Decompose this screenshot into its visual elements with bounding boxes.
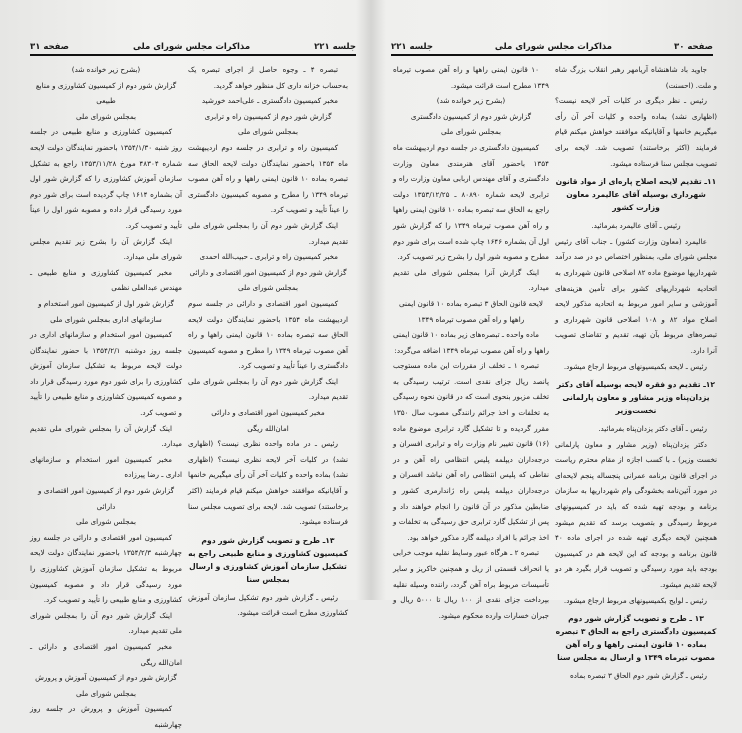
paragraph: اینک گزارش آن را بمجلس شورای ملی تقدیم میدارد. [30,423,182,449]
paragraph: بمجلس شورای ملی [441,127,501,137]
right-page-column-right [555,62,717,684]
right-page-column-left [393,62,549,623]
right-page-header [391,38,713,52]
paragraph: مخبر کمیسیون امور اقتصادی و دارائی [211,408,325,418]
paragraph: مخبر کمیسیون کشاورزی و منابع طبیعی ـ مهندس عبدالعلی نظمی [30,267,182,293]
paragraph: کمیسیون امور اقتصادی و دارائی در جلسه روز چهارشنبه ۱۳۵۴/۲/۳ باحضور نمایندگان دولت لایحه مربوط به تشکیل سازمان آموزش کشاورزی را مورد رسیدگی قرار داد و مصوبه کمیسیون کشاورزی و منابع طبیعی را تأیید و تصویب کرد. [30,532,182,605]
page-number: صفحه ۳۰ [674,42,713,52]
left-page-column-right [188,62,348,621]
paragraph: ۱۰ قانون ایمنی راهها و راه آهن مصوب تیرماه ۱۳۴۹ مطرح است قرائت میشود. [393,65,549,90]
header-rule [30,54,356,56]
paragraph: اینک گزارش شور دوم آن را بمجلس شورای ملی تقدیم میدارد. [30,610,182,636]
paragraph: رئیس ـ نظر دیگری در کلیات آخر لایحه نیست؟ (اظهاری نشد) بماده واحده و کلیات آخر آن رأی میگیریم خانمها و آقایانیکه موافقند خواهش میکنم قیام فرمایند (اکثر برخاستند) تصویب شد. لایحه برای تصویب مجلس سنا فرستاده میشود. [555,96,717,168]
paragraph: دکتر یزدان‌پناه (وزیر مشاور و معاون پارلمانی نخست وزیر) ـ با کسب اجازه از مقام محترم ریاست در اجرای قانون برنامه عمرانی پنجساله پنجم لایحه‌ای در مورد آئین‌نامه بخشودگی وام شهرداریها به سازمان برنامه و بودجه تهیه شده که باید در کمیسیونهای مربوط رسیدگی و بتصویب برسد که تقدیم میشود همچنین لایحه دیگری تهیه شده در اجرای ماده ۴۰ قانون برنامه و بودجه که این لایحه هم در کمیسیون بودجه باید مورد رسیدگی و تصویب قرار بگیرد هر دو لایحه تقدیم میشود. [555,439,717,590]
paragraph: گزارش شور اول از کمیسیون امور استخدام و سازمانهای اداری بمجلس شورای ملی [38,298,174,324]
paragraph: مخبر کمیسیون دادگستری ـ علی‌احمد خورشید [201,96,338,106]
section-heading: ۱۲ـ تقدیم دو فقره لایحه بوسیله آقای دکتر یزدان‌پناه وزیر مشاور و معاون پارلمانی نخست‌وزیر [556,380,716,416]
header-rule [391,54,713,56]
page-number: صفحه ۳۱ [30,42,69,52]
paragraph: اینک گزارش آنرا بمجلس شورای ملی تقدیم میدارد. [393,267,549,293]
paragraph: اینک گزارش شور دوم آن را بمجلس شورای ملی تقدیم میدارد. [188,376,348,402]
left-page-header [30,38,356,52]
paragraph: مخبر کمیسیون راه و ترابری ـ حبیب‌الله احمدی [199,252,338,262]
paragraph: گزارش شور دوم از کمیسیون امور اقتصادی و دارائی [37,486,175,511]
paragraph: رئیس ـ گزارش شور دوم الحاق ۳ تبصره بماده [569,671,707,681]
paragraph: رئیس ـ لایحه بکمیسیونهای مربوط ارجاع میشود. [563,361,707,371]
left-page-column-left [30,62,182,733]
paragraph: گزارش شور دوم از کمیسیون امور اقتصادی و دارائی [189,267,347,277]
paragraph: کمیسیون کشاورزی و منابع طبیعی در جلسه روز شنبه ۱۳۵۴/۱/۳۰ باحضور نمایندگان دولت لایحه شماره ۴۸۳۰۴ مورخ ۱۳۵۳/۱۱/۲۸ راجع به تشکیل سازمان آموزش کشاورزی را که گزارش شور اول آن بشماره ۱۶۱۴ چاپ گردیده است برای شور دوم مورد رسیدگی قرار داده و مصوبه شور اول را عیناً تأیید و تصویب کرد. [30,127,183,230]
paragraph: تبصره ۱ ـ تخلف از مقررات این ماده مستوجب پانصد ریال جزای نقدی است. ترتیب رسیدگی به تخلف مزبور بنحوی است که در قانون نحوه رسیدگی به تخلفات و اخذ جرائم رانندگی مصوب سال ۱۳۵۰ مقرر گردیده و تا تشکیل گارد ترابری موضوع ماده (۱۶) قانون تغییر نام وزارت راه و ترابری افسران و درجه‌داران دیپلمه پلیس انتظامی راه آهن و در نقاطی که پلیس انتظامی راه آهن نباشد افسران و درجه‌داران دیپلمه پلیس راه ژاندارمری کشور و ضابطین مذکور در آن قانون را انجام خواهند داد و پس از تشکیل گارد ترابری حق رسیدگی به تخلفات و اخذ جرائم با افراد دیپلمه گارد مذکور خواهد بود. [393,361,549,542]
paragraph: رئیس ـ در ماده واحده نظری نیست؟ (اظهاری نشد) در کلیات آخر لایحه نظری نیست؟ (اظهاری نشد) بماده واحده و کلیات آخر آن رأی میگیریم خانمها و آقایانیکه موافقند خواهش میکنم قیام فرمایند (اکثر برخاستند) تصویب شد. لایحه برای تصویب مجلس سنا فرستاده میشود. [188,439,348,527]
publication-title: مذاکرات مجلس شورای ملی [494,42,613,52]
paragraph: کمیسیون آموزش و پرورش در جلسه روز چهارشنبه [30,704,182,729]
paragraph: (بشرح زیر خوانده شد) [436,96,506,106]
paragraph: تبصره ۲ ـ هرگاه عبور وسایط نقلیه موجب خرابی یا انحراف قسمتی از ریل و همچنین خاکریز و سایر تأسیسات مربوط براه آهن گردد، راننده وسیله نقلیه بپرداخت جزای نقدی از ۱۰۰ ریال تا ۵۰۰۰ ریال و جبران خسارات وارده محکوم میشود. [393,548,549,620]
section-heading: ۱۳ ـ طرح و تصویب گزارش شور دوم کمیسیون دادگستری راجع به الحاق ۳ تبصره بماده ۱۰ قانون ایمنی راهها و راه آهن مصوب تیرماه ۱۳۴۹ و ارسال به مجلس سنا [555,614,717,663]
paragraph: ماده واحده ـ تبصره‌های زیر بماده ۱۰ قانون ایمنی راهها و راه آهن مصوب تیرماه ۱۳۴۹ اضافه می‌گردد: [393,330,549,355]
session-number: جلسه ۲۲۱ [391,42,433,52]
paragraph: گزارش شور دوم از کمیسیون آموزش و پرورش [35,673,177,683]
paragraph: گزارش شور دوم از کمیسیون دادگستری [410,111,532,121]
paragraph: کمیسیون راه و ترابری در جلسه دوم اردیبهشت ماه ۱۳۵۴ باحضور نمایندگان دولت لایحه الحاق سه تبصره بماده ۱۰ قانون ایمنی راهها و راه آهن مصوب تیرماه ۱۳۴۹ را مطرح و مصوبه کمیسیون دادگستری را عیناً تأیید و تصویب کرد. [188,142,349,215]
paragraph: امان‌الله ریگی [247,423,289,433]
paragraph: (بشرح زیر خوانده شد) [71,65,141,74]
right-page [371,0,742,681]
paragraph: مخبر کمیسیون امور اقتصادی و دارائی ـ امان‌الله ریگی [30,641,182,667]
paragraph: بمجلس شورای ملی [76,688,136,698]
paragraph: جاوید باد شاهنشاه آریامهر رهبر انقلاب بزرگ شاه و ملت. (احسنت) [555,65,717,90]
session-number: جلسه ۲۲۱ [314,42,356,52]
paragraph: لایحه قانون الحاق ۳ تبصره بماده ۱۰ قانون ایمنی راهها و راه آهن مصوب تیرماه ۱۳۴۹ [398,298,544,324]
paragraph: گزارش شور دوم از کمیسیون راه و ترابری [204,111,332,121]
paragraph: بمجلس شورای ملی [76,111,136,121]
paragraph: بمجلس شورای ملی [238,283,298,293]
paragraph: اینک گزارش شور دوم آن را بمجلس شورای ملی تقدیم میدارد. [188,220,348,246]
publication-title: مذاکرات مجلس شورای ملی [132,42,251,52]
section-heading: ۱۱ـ تقدیم لایحه اصلاح پاره‌ای از مواد قانون شهرداری بوسیله آقای عالیمرد معاون وزارت کشور [555,177,717,213]
paragraph: رئیس ـ لوایح بکمیسیونهای مربوط ارجاع میشود. [563,595,707,605]
paragraph: کمیسیون دادگستری در جلسه دوم اردیبهشت ماه ۱۳۵۴ باحضور آقای هنرمندی معاون وزارت دادگستری و آقای مهندس اربابی معاون وزارت راه و ترابری لایحه شماره ۸۰۸۹۰ ـ ۱۳۵۳/۱۲/۲۵ دولت راجع به الحاق سه تبصره بماده ۱۰ قانون ایمنی راهها و راه آهن مصوب تیرماه ۱۳۴۹ را که گزارش شور اول آن بشماره ۱۶۴۶ چاپ شده است برای شور دوم مطرح و مصوبه شور اول را بشرح زیر تصویب کرد. [393,142,550,262]
paragraph: مخبر کمیسیون امور استخدام و سازمانهای اداری ـ رضا پیرزاده [30,454,182,480]
section-heading: ۱۳ـ طرح و تصویب گزارش شور دوم کمیسیون کشاورزی و منابع طبیعی راجع به تشکیل سازمان آموزش کشاورزی و ارسال بمجلس سنا [188,535,348,584]
paragraph: اینک گزارش آن را بشرح زیر تقدیم مجلس شورای ملی میدارد. [30,236,182,262]
paragraph: تبصره ۴ ـ وجوه حاصل از اجرای تبصره یک به‌حساب خزانه داری کل منظور خواهد گردید. [188,65,348,90]
paragraph: رئیس ـ گزارش شور دوم تشکیل سازمان آموزش کشاورزی مطرح است قرائت میشود. [188,592,348,618]
paragraph: گزارش شور دوم از کمیسیون کشاورزی و منابع طبیعی [35,80,177,106]
left-page [0,0,371,729]
paragraph: کمیسیون امور استخدام و سازمانهای اداری در جلسه روز دوشنبه ۱۳۵۴/۲/۱ با حضور نمایندگان دولت لایحه مربوط به تشکیل سازمان آموزش کشاورزی را برای شور دوم مورد رسیدگی قرار داد و مصوبه کمیسیون کشاورزی و منابع طبیعی را تأیید و تصویب کرد. [30,330,182,418]
paragraph: بمجلس شورای ملی [76,517,136,527]
paragraph: بمجلس شورای ملی [238,127,298,137]
paragraph: رئیس ـ آقای دکتر یزدان‌پناه بفرمائید. [598,424,707,434]
paragraph: کمیسیون امور اقتصادی و دارائی در جلسه سوم اردیبهشت ماه ۱۳۵۴ باحضور نمایندگان دولت لایحه الحاق سه تبصره بماده ۱۰ قانون ایمنی راهها و راه آهن مصوب تیرماه ۱۳۴۹ را مطرح و مصوبه کمیسیون دادگستری را عیناً تأیید و تصویب کرد. [188,298,348,371]
paragraph: رئیس ـ آقای عالیمرد بفرمائید. [591,221,681,231]
paragraph: عالیمرد (معاون وزارت کشور) ـ جناب آقای رئیس مجلس شورای ملی، بمنظور اختصاص دو در صد درآمد شهرداریها موضوع ماده ۸۲ اصلاحی قانون شهرداری به اتحادیه شهرداریهای کشور برای تأمین هزینه‌های آموزشی و سایر امور مربوط به اتحادیه مذکور لایحه اصلاح مواد ۸۲ و ۱۰۸ اصلاحی قانون شهرداری و تبصره‌های مربوط بآن تهیه، تقدیم و تقاضای تصویب آنرا دارد. [555,236,717,355]
